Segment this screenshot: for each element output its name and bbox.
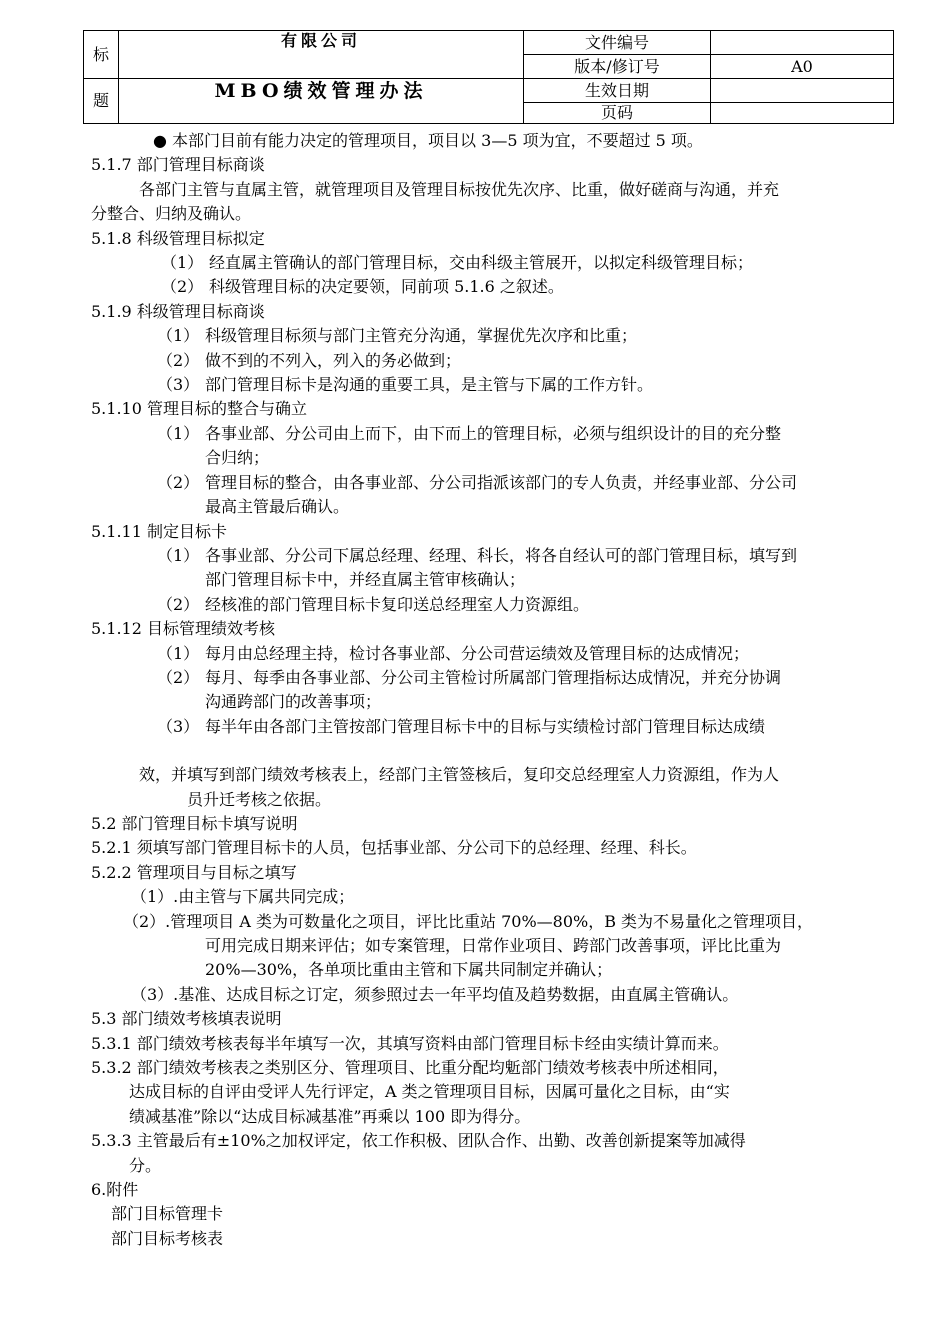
document-body (91, 129, 885, 1251)
company-name: 有限公司 (280, 31, 361, 50)
section-5-2-2-item-3: （3）.基准、达成目标之订定，须参照过去一年平均值及趋势数据，由直属主管确认。 (131, 984, 739, 1004)
list-item (157, 544, 885, 593)
list-item (157, 593, 885, 617)
item-text: 经直属主管确认的部门管理目标，交由科级主管展开，以拟定科级管理目标； (209, 253, 754, 273)
title-label-char-1: 标 (84, 31, 119, 79)
section-5-2-2-item-2b: 可用完成日期来评估；如专案管理，日常作业项目、跨部门改善事项，评比比重为 (205, 936, 782, 955)
list-item (161, 251, 885, 275)
section-5-1-12-continued-2: 员升迁考核之依据。 (187, 789, 332, 809)
item-number: （1） (157, 423, 200, 443)
section-5-1-12-title: 5.1.12 目标管理绩效考核 (91, 619, 275, 639)
section-5-1-8-title: 5.1.8 科级管理目标拟定 (91, 228, 265, 248)
section-5-3-1: 5.3.1 部门绩效考核表每半年填写一次，其填写资料由部门管理目标卡经由实绩计算而来。 (91, 1033, 729, 1053)
title-label-char-2: 题 (84, 79, 119, 124)
item-text: 科级管理目标的决定要领，同前项 5.1.6 之叙述。 (209, 277, 564, 297)
item-text: 每半年由各部门主管按部门管理目标卡中的目标与实绩检讨部门管理目标达成绩 (205, 716, 766, 736)
field-value-version: A0 (711, 55, 894, 79)
section-5-2-2-item-1: （1）.由主管与下属共同完成； (131, 887, 355, 907)
list-item (157, 422, 885, 471)
item-text: 管理目标的整合，由各事业部、分公司指派该部门的专人负责，并经事业部、分公司 (205, 472, 798, 492)
item-text: 科级管理目标须与部门主管充分沟通，掌握优先次序和比重； (205, 326, 638, 346)
item-text-continued: 沟通跨部门的改善事项； (205, 692, 382, 712)
section-5-3-title: 5.3 部门绩效考核填表说明 (91, 1009, 282, 1029)
blank-line (91, 739, 885, 763)
section-5-3-3-line-2: 分。 (129, 1155, 162, 1175)
section-5-1-12-continued-1: 效，并填写到部门绩效考核表上，经部门主管签核后，复印交总经理室人力资源组，作为人 (139, 765, 780, 785)
item-text: 部门管理目标卡是沟通的重要工具，是主管与下属的工作方针。 (205, 375, 654, 395)
item-text: 每月由总经理主持，检讨各事业部、分公司营运绩效及管理目标的达成情况； (205, 643, 750, 663)
field-label-doc-number: 文件编号 (524, 31, 711, 55)
item-text-continued: 部门管理目标卡中，并经直属主管审核确认； (205, 570, 526, 590)
item-number: （1） (161, 253, 204, 273)
item-number: （3） (157, 375, 200, 395)
item-text-continued: 合归纳； (205, 448, 270, 468)
section-5-1-9-title: 5.1.9 科级管理目标商谈 (91, 301, 265, 321)
list-item (161, 275, 885, 299)
item-number: （2） (157, 594, 200, 614)
item-number: （1） (157, 643, 200, 663)
section-5-1-11-title: 5.1.11 制定目标卡 (91, 521, 227, 541)
field-label-version: 版本/修订号 (524, 55, 711, 79)
list-item (157, 373, 885, 397)
section-5-2-2-item-2a: （2）.管理项目 A 类为可数量化之项目，评比比重站 70%—80%，B 类为不易量化之管理项目， (123, 911, 814, 931)
section-5-1-7-title: 5.1.7 部门管理目标商谈 (91, 155, 265, 175)
doc-title-cell (119, 79, 524, 124)
item-number: （2） (157, 667, 200, 687)
item-number: （2） (157, 472, 200, 492)
section-5-2-title: 5.2 部门管理目标卡填写说明 (91, 813, 298, 833)
section-5-3-2-line-3: 绩减基准”除以“达成目标减基准”再乘以 100 即为得分。 (129, 1106, 531, 1126)
section-5-3-2-line-2: 达成目标的自评由受评人先行评定，A 类之管理项目目标，因属可量化之目标，由“实 (129, 1082, 730, 1102)
field-value-effective-date (711, 79, 894, 103)
item-text: 经核准的部门管理目标卡复印送总经理室人力资源组。 (205, 594, 590, 614)
list-item (157, 349, 885, 373)
attachment-item: 部门目标管理卡 (111, 1204, 224, 1224)
item-text: 各事业部、分公司由上而下，由下而上的管理目标，必须与组织设计的目的充分整 (205, 423, 782, 443)
doc-title: MBO绩效管理办法 (214, 80, 428, 102)
field-value-page (711, 103, 894, 124)
section-5-2-2-title: 5.2.2 管理项目与目标之填写 (91, 862, 297, 882)
list-item (157, 715, 885, 739)
field-value-doc-number (711, 31, 894, 55)
list-item (157, 324, 885, 348)
section-5-2-2-item-2c: 20%—30%，各单项比重由主管和下属共同制定并确认； (205, 960, 613, 980)
section-5-1-10-title: 5.1.10 管理目标的整合与确立 (91, 399, 307, 419)
item-number: （1） (157, 545, 200, 565)
item-number: （1） (157, 326, 200, 346)
section-5-1-7-text-2: 分整合、归纳及确认。 (91, 204, 252, 224)
bullet-line: ● 本部门目前有能力决定的管理项目，项目以 3—5 项为宜，不要超过 5 项。 (153, 131, 703, 150)
document-header-table (83, 30, 894, 124)
section-5-1-7-text-1: 各部门主管与直属主管，就管理项目及管理目标按优先次序、比重，做好磋商与沟通，并充 (139, 179, 780, 199)
item-text-continued: 最高主管最后确认。 (205, 497, 350, 517)
section-5-3-2-line-1: 5.3.2 部门绩效考核表之类别区分、管理项目、比重分配均鬿部门绩效考核表中所述相同， (91, 1058, 729, 1078)
item-text: 各事业部、分公司下属总经理、经理、科长，将各自经认可的部门管理目标，填写到 (205, 545, 798, 565)
list-item (157, 471, 885, 520)
company-cell (119, 31, 524, 79)
item-number: （2） (161, 277, 204, 297)
section-5-2-1: 5.2.1 须填写部门管理目标卡的人员，包括事业部、分公司下的总经理、经理、科长。 (91, 838, 697, 858)
item-number: （2） (157, 350, 200, 370)
field-label-page: 页码 (524, 103, 711, 124)
item-text: 做不到的不列入，列入的务必做到； (205, 350, 462, 370)
section-6-title: 6.附件 (91, 1180, 139, 1200)
section-5-3-3-line-1: 5.3.3 主管最后有±10%之加权评定，依工作积极、团队合作、出勤、改善创新提案等加减得 (91, 1131, 746, 1151)
item-number: （3） (157, 716, 200, 736)
field-label-effective-date: 生效日期 (524, 79, 711, 103)
attachment-item: 部门目标考核表 (111, 1228, 224, 1248)
list-item (157, 642, 885, 666)
list-item (157, 666, 885, 715)
item-text: 每月、每季由各事业部、分公司主管检讨所属部门管理指标达成情况，并充分协调 (205, 667, 782, 687)
